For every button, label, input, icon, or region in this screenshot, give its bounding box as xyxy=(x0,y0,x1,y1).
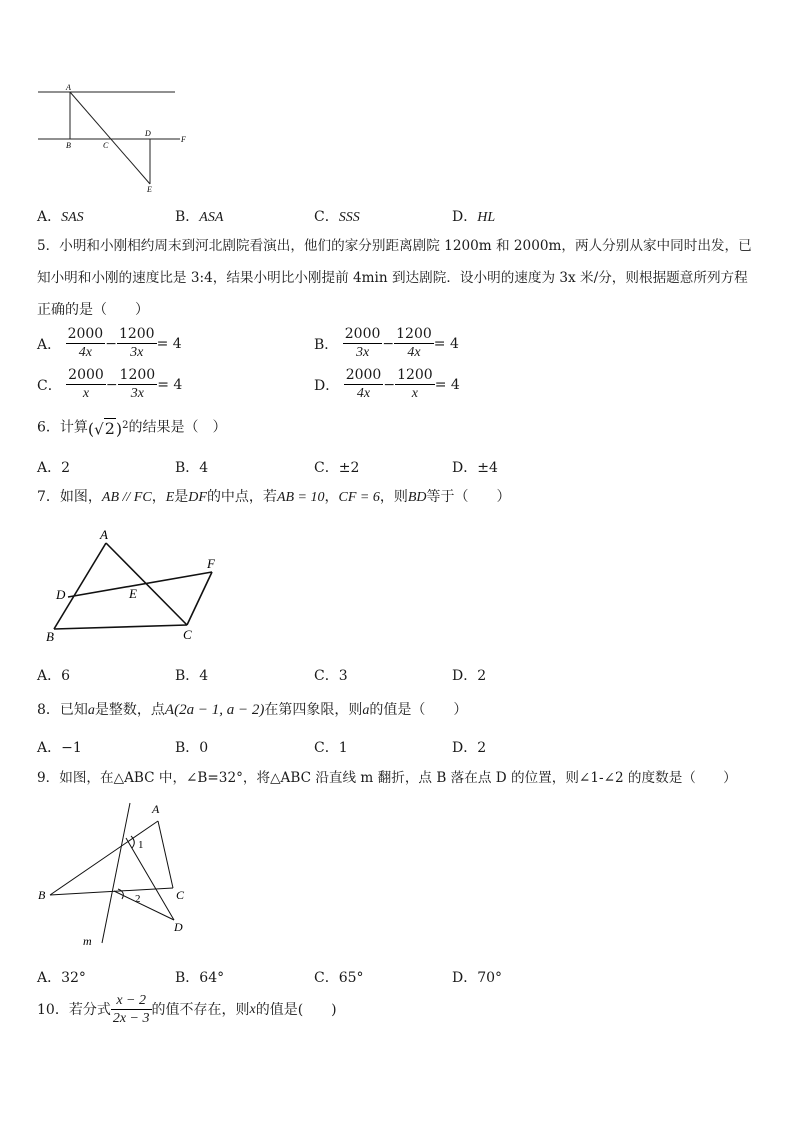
q8-option-b[interactable]: B．0 xyxy=(175,740,209,756)
q4-option-b[interactable]: B．ASA xyxy=(175,209,224,225)
q5-option-d[interactable]: D． $\frac{2000}{4x}$ − $\frac{1200}{x}$ = 4 xyxy=(314,367,460,401)
label-a: A xyxy=(100,527,108,542)
label-a: A xyxy=(66,83,71,92)
q7-stem: 7．如图，AB // FC，E是DF的中点，若AB = 10，CF = 6，则BD等于（ ） xyxy=(37,489,511,505)
label-a: A xyxy=(152,802,160,816)
label-f: F xyxy=(181,135,186,144)
q7-option-a[interactable]: A．6 xyxy=(37,668,71,684)
label-c: C xyxy=(176,888,185,902)
fraction: $\frac{1200}{x}$ xyxy=(397,367,433,401)
label-d: D xyxy=(56,587,66,602)
fraction: $\frac{2000}{x}$ xyxy=(68,367,104,401)
q4-option-a[interactable]: A．SAS xyxy=(37,209,84,225)
q7-option-d[interactable]: D．2 xyxy=(452,668,487,684)
label-d: D xyxy=(174,920,183,934)
fraction: $\frac{x - 2}{2x - 3}$ xyxy=(112,993,150,1026)
q7-option-c[interactable]: C．3 xyxy=(314,668,348,684)
label-c: C xyxy=(103,141,109,150)
q5-line-2: 知小明和小刚的速度比是 3:4，结果小明比小刚提前 4min 到达剧院．设小明的速度为 3x 米/分，则根据题意所列方程 xyxy=(37,270,748,286)
q8-option-c[interactable]: C．1 xyxy=(314,740,348,756)
q9-option-c[interactable]: C．65° xyxy=(314,970,364,986)
label-f: F xyxy=(207,556,215,571)
fraction: $\frac{1200}{3x}$ xyxy=(118,326,155,360)
q6-option-c[interactable]: C．±2 xyxy=(314,460,360,476)
label-e: E xyxy=(129,586,137,601)
q5-line-1: 5．小明和小刚相约周末到河北剧院看演出，他们的家分别距离剧院 1200m 和 2000m，两人分别从家中同时出发，已 xyxy=(37,238,752,254)
fraction: $\frac{1200}{4x}$ xyxy=(396,326,432,360)
label-b: B xyxy=(66,141,71,150)
fraction: $\frac{2000}{3x}$ xyxy=(344,326,381,360)
q9-option-b[interactable]: B．64° xyxy=(175,970,225,986)
label-d: D xyxy=(145,129,151,138)
figure-q7 xyxy=(40,525,230,650)
angle-1: 1 xyxy=(138,839,144,851)
q9-option-a[interactable]: A．32° xyxy=(37,970,86,986)
q4-option-c[interactable]: C．SSS xyxy=(314,209,360,225)
label-b: B xyxy=(38,888,46,902)
figure-q9 xyxy=(34,798,204,953)
fraction: $\frac{2000}{4x}$ xyxy=(345,367,382,401)
fraction: $\frac{2000}{4x}$ xyxy=(67,326,104,360)
angle-2: 2 xyxy=(135,893,141,905)
q9-stem: 9．如图，在△ABC 中，∠B=32°，将△ABC 沿直线 m 翻折，点 B 落在点 D 的位置，则∠1-∠2 的度数是（ ） xyxy=(37,770,737,786)
q10-stem: 10．若分式 $\frac{x - 2}{2x - 3}$ 的值不存在，则x的值是( ) xyxy=(37,993,337,1026)
q9-option-d[interactable]: D．70° xyxy=(452,970,503,986)
q5-option-b[interactable]: B． $\frac{2000}{3x}$ − $\frac{1200}{4x}$ = 4 xyxy=(314,326,459,360)
q7-option-b[interactable]: B．4 xyxy=(175,668,209,684)
label-m: m xyxy=(83,934,92,948)
label-c: C xyxy=(183,627,192,642)
sqrt-expression: $(√2)^2$ xyxy=(87,419,129,439)
q4-option-d[interactable]: D．HL xyxy=(452,209,496,225)
fraction: $\frac{1200}{3x}$ xyxy=(119,367,156,401)
q8-option-d[interactable]: D．2 xyxy=(452,740,487,756)
q5-option-a[interactable]: A． $\frac{2000}{4x}$ − $\frac{1200}{3x}$ = 4 xyxy=(37,326,182,360)
q6-option-d[interactable]: D．±4 xyxy=(452,460,498,476)
label-b: B xyxy=(46,629,54,644)
q5-option-c[interactable]: C． $\frac{2000}{x}$ − $\frac{1200}{3x}$ = 4 xyxy=(37,367,183,401)
figure-q4 xyxy=(30,80,200,195)
q5-line-3: 正确的是（ ） xyxy=(37,302,149,318)
q6-stem: 6．计算$(√2)^2$的结果是（ ） xyxy=(37,416,227,439)
q6-option-b[interactable]: B．4 xyxy=(175,460,209,476)
q8-option-a[interactable]: A．−1 xyxy=(37,740,82,756)
q8-stem: 8．已知a是整数，点A(2a − 1, a − 2)在第四象限，则a的值是（ ） xyxy=(37,702,468,718)
label-e: E xyxy=(147,185,152,194)
q6-option-a[interactable]: A．2 xyxy=(37,460,71,476)
